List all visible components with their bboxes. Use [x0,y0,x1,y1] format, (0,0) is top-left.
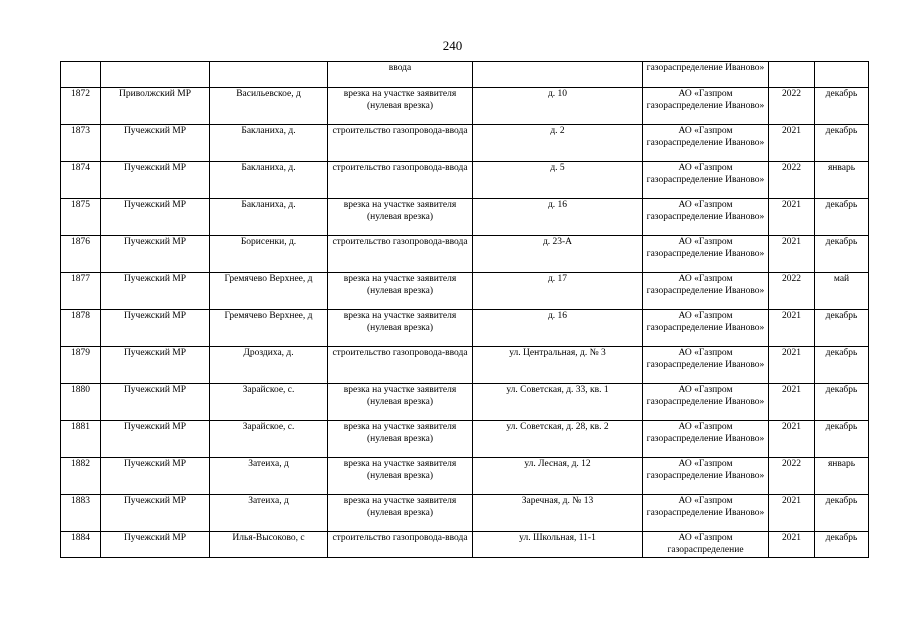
table-row [61,458,869,495]
table-row [61,384,869,421]
year-cell: 2021 [769,421,815,458]
district-cell: Пучежский МР [101,495,210,532]
table-row [61,125,869,162]
address-cell: ул. Центральная, д. № 3 [473,347,643,384]
organization-cell: АО «Газпром газораспределение Иваново» [643,495,769,532]
month-cell: декабрь [815,125,869,162]
organization-cell: АО «Газпром газораспределение Иваново» [643,384,769,421]
work-type-cell: врезка на участке заявителя (нулевая врезка) [328,384,473,421]
organization-cell: АО «Газпром газораспределение Иваново» [643,273,769,310]
district-cell: Пучежский МР [101,162,210,199]
month-cell: декабрь [815,236,869,273]
district-cell: Пучежский МР [101,310,210,347]
month-cell [815,62,869,88]
year-cell: 2021 [769,347,815,384]
table-row [61,236,869,273]
month-cell: декабрь [815,199,869,236]
settlement-cell: Гремячево Верхнее, д [210,273,328,310]
row-number-cell: 1881 [61,421,101,458]
address-cell: д. 5 [473,162,643,199]
organization-cell: АО «Газпром газораспределение [643,532,769,558]
district-cell: Пучежский МР [101,125,210,162]
settlement-cell: Борисенки, д. [210,236,328,273]
settlement-cell: Васильевское, д [210,88,328,125]
row-number-cell [61,62,101,88]
address-cell: ул. Лесная, д. 12 [473,458,643,495]
district-cell [101,62,210,88]
month-cell: январь [815,458,869,495]
address-cell: д. 16 [473,310,643,347]
gasification-table [60,61,869,558]
district-cell: Пучежский МР [101,384,210,421]
work-type-cell: строительство газопровода-ввода [328,532,473,558]
organization-cell: АО «Газпром газораспределение Иваново» [643,347,769,384]
settlement-cell: Илья-Высоково, с [210,532,328,558]
table-row [61,421,869,458]
organization-cell: АО «Газпром газораспределение Иваново» [643,310,769,347]
table-row [61,273,869,310]
work-type-cell: врезка на участке заявителя (нулевая врезка) [328,88,473,125]
month-cell: декабрь [815,88,869,125]
address-cell: ул. Советская, д. 33, кв. 1 [473,384,643,421]
address-cell: ул. Советская, д. 28, кв. 2 [473,421,643,458]
settlement-cell: Гремячево Верхнее, д [210,310,328,347]
district-cell: Пучежский МР [101,347,210,384]
row-number-cell: 1884 [61,532,101,558]
work-type-cell: врезка на участке заявителя (нулевая врезка) [328,495,473,532]
settlement-cell: Зарайское, с. [210,421,328,458]
work-type-cell: строительство газопровода-ввода [328,162,473,199]
district-cell: Приволжский МР [101,88,210,125]
row-number-cell: 1880 [61,384,101,421]
settlement-cell: Зарайское, с. [210,384,328,421]
organization-cell: газораспределение Иваново» [643,62,769,88]
settlement-cell [210,62,328,88]
month-cell: декабрь [815,384,869,421]
row-number-cell: 1873 [61,125,101,162]
year-cell: 2022 [769,273,815,310]
organization-cell: АО «Газпром газораспределение Иваново» [643,199,769,236]
row-number-cell: 1883 [61,495,101,532]
address-cell: д. 17 [473,273,643,310]
table-row [61,199,869,236]
district-cell: Пучежский МР [101,532,210,558]
address-cell: д. 10 [473,88,643,125]
work-type-cell: врезка на участке заявителя (нулевая врезка) [328,273,473,310]
work-type-cell: строительство газопровода-ввода [328,347,473,384]
organization-cell: АО «Газпром газораспределение Иваново» [643,88,769,125]
table-row [61,347,869,384]
month-cell: декабрь [815,532,869,558]
month-cell: декабрь [815,347,869,384]
settlement-cell: Бакланиха, д. [210,199,328,236]
table-body [61,62,869,558]
continuation-row [61,62,869,88]
work-type-cell: врезка на участке заявителя (нулевая врезка) [328,310,473,347]
organization-cell: АО «Газпром газораспределение Иваново» [643,421,769,458]
month-cell: январь [815,162,869,199]
row-number-cell: 1879 [61,347,101,384]
table-row [61,162,869,199]
year-cell: 2022 [769,162,815,199]
row-number-cell: 1878 [61,310,101,347]
work-type-cell: ввода [328,62,473,88]
year-cell: 2021 [769,532,815,558]
row-number-cell: 1876 [61,236,101,273]
settlement-cell: Дроздиха, д. [210,347,328,384]
settlement-cell: Бакланиха, д. [210,125,328,162]
settlement-cell: Затеиха, д [210,458,328,495]
work-type-cell: строительство газопровода-ввода [328,236,473,273]
row-number-cell: 1874 [61,162,101,199]
table-row [61,310,869,347]
address-cell: ул. Школьная, 11-1 [473,532,643,558]
month-cell: декабрь [815,495,869,532]
row-number-cell: 1872 [61,88,101,125]
year-cell: 2021 [769,384,815,421]
year-cell: 2021 [769,495,815,532]
month-cell: май [815,273,869,310]
month-cell: декабрь [815,310,869,347]
year-cell [769,62,815,88]
work-type-cell: врезка на участке заявителя (нулевая врезка) [328,421,473,458]
year-cell: 2021 [769,310,815,347]
page-number: 240 [442,38,463,53]
work-type-cell: строительство газопровода-ввода [328,125,473,162]
address-cell: д. 23-А [473,236,643,273]
year-cell: 2021 [769,125,815,162]
organization-cell: АО «Газпром газораспределение Иваново» [643,458,769,495]
row-number-cell: 1877 [61,273,101,310]
address-cell: д. 2 [473,125,643,162]
organization-cell: АО «Газпром газораспределение Иваново» [643,162,769,199]
address-cell: Заречная, д. № 13 [473,495,643,532]
work-type-cell: врезка на участке заявителя (нулевая врезка) [328,199,473,236]
year-cell: 2021 [769,199,815,236]
row-number-cell: 1882 [61,458,101,495]
year-cell: 2022 [769,88,815,125]
district-cell: Пучежский МР [101,421,210,458]
row-number-cell: 1875 [61,199,101,236]
table-row [61,495,869,532]
work-type-cell: врезка на участке заявителя (нулевая врезка) [328,458,473,495]
organization-cell: АО «Газпром газораспределение Иваново» [643,125,769,162]
settlement-cell: Затеиха, д [210,495,328,532]
district-cell: Пучежский МР [101,273,210,310]
district-cell: Пучежский МР [101,199,210,236]
settlement-cell: Бакланиха, д. [210,162,328,199]
year-cell: 2022 [769,458,815,495]
month-cell: декабрь [815,421,869,458]
table-row [61,88,869,125]
district-cell: Пучежский МР [101,236,210,273]
organization-cell: АО «Газпром газораспределение Иваново» [643,236,769,273]
address-cell: д. 16 [473,199,643,236]
address-cell [473,62,643,88]
district-cell: Пучежский МР [101,458,210,495]
year-cell: 2021 [769,236,815,273]
table-row [61,532,869,558]
